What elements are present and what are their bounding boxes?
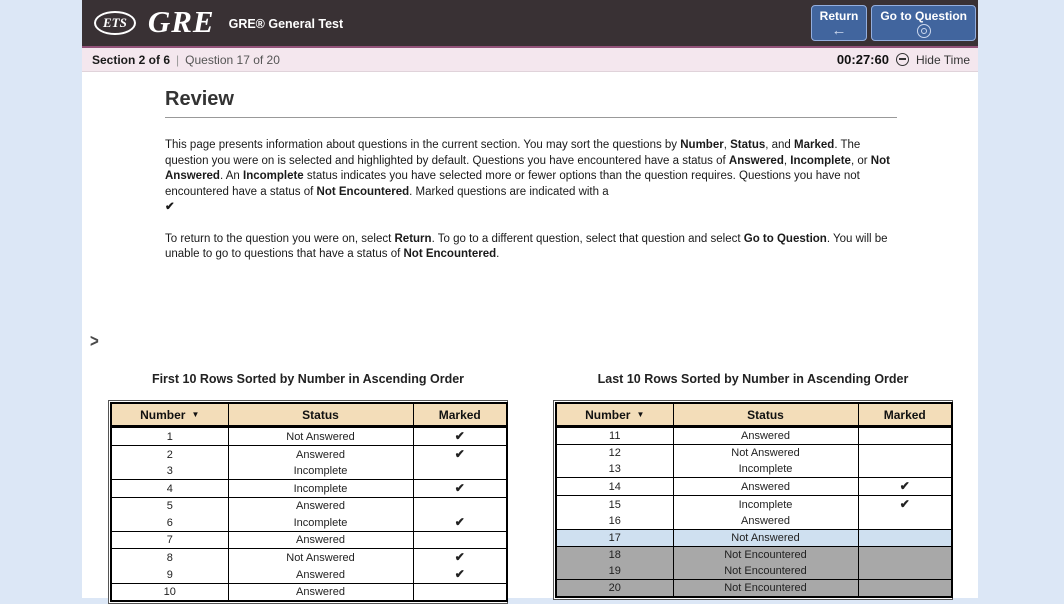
sort-arrow-icon: ▼ — [191, 409, 200, 419]
column-header-status[interactable]: Status — [673, 403, 858, 427]
marked-check-icon: ✔ — [899, 497, 910, 511]
test-window — [82, 0, 978, 598]
column-header-status[interactable]: Status — [228, 403, 413, 427]
cell-number: 19 — [556, 563, 673, 580]
cell-status: Not Answered — [673, 445, 858, 462]
cell-marked — [858, 496, 952, 514]
cell-marked — [413, 427, 507, 446]
cell-number: 17 — [556, 530, 673, 547]
page-title: Review — [165, 88, 234, 110]
cell-marked — [413, 480, 507, 498]
return-button-label: Return — [819, 9, 859, 23]
column-header-marked[interactable]: Marked — [858, 403, 952, 427]
cell-number: 15 — [608, 498, 621, 511]
cell-marked — [858, 547, 952, 564]
cell-number: 11 — [556, 427, 673, 445]
table-row[interactable] — [111, 446, 507, 464]
marked-check-icon: ✔ — [454, 481, 465, 495]
column-header-number[interactable]: Number ▼ — [111, 403, 228, 427]
marked-check-icon: ✔ — [899, 479, 910, 493]
table-row[interactable] — [556, 478, 952, 496]
table-row — [556, 547, 952, 564]
table-row[interactable] — [111, 584, 507, 602]
hide-time-icon[interactable] — [896, 53, 909, 66]
table-row[interactable] — [111, 532, 507, 549]
cell-number: 3 — [111, 463, 228, 480]
marked-check-icon: ✔ — [454, 567, 465, 581]
cell-number: 2 — [166, 448, 173, 461]
table-row — [556, 563, 952, 580]
cell-marked — [413, 498, 507, 515]
cell-number: 20 — [556, 580, 673, 598]
go-to-question-button[interactable] — [871, 5, 976, 41]
cell-number: 14 — [556, 478, 673, 496]
table-row[interactable] — [556, 445, 952, 462]
gre-logo: GRE — [147, 3, 215, 39]
marked-check-icon: ✔ — [454, 447, 465, 461]
cell-status: Incomplete — [673, 496, 858, 514]
cell-marked — [413, 532, 507, 549]
cell-status: Not Answered — [228, 549, 413, 567]
cell-marked — [413, 549, 507, 567]
table-row[interactable] — [556, 513, 952, 530]
cell-marked — [858, 563, 952, 580]
cell-number: 12 — [608, 447, 621, 459]
cell-status: Answered — [228, 532, 413, 549]
table-row[interactable] — [111, 463, 507, 480]
cell-marked — [858, 580, 952, 598]
instruction-paragraph: This page presents information about questions in the current section. You may sort the questions by Number, Status, and Marked. The question you were on is selected and highlighted by default. Questions you have encountered have a status of Answered, Incomplete, or Not Answered. An Incomplete status indicates you have selected more or fewer options than the question requires. Questions you have not encountered have a status of Not Encountered. Marked questions are indicated with a ✔ — [165, 139, 890, 213]
cell-status: Answered — [673, 513, 858, 530]
table-row[interactable] — [111, 480, 507, 498]
timer: 00:27:60 — [836, 52, 889, 67]
cell-marked — [413, 463, 507, 480]
marked-check-icon: ✔ — [454, 429, 465, 443]
sort-arrow-icon: ▼ — [636, 409, 645, 419]
cell-marked — [413, 566, 507, 584]
table-row[interactable] — [556, 530, 952, 547]
cell-marked — [413, 584, 507, 602]
cell-status: Answered — [673, 427, 858, 445]
go-to-question-button-label: Go to Question — [880, 9, 967, 23]
expand-panel-chevron-icon[interactable]: > — [90, 331, 99, 352]
cell-status: Incomplete — [673, 461, 858, 478]
cell-status: Incomplete — [228, 514, 413, 532]
cell-number: 13 — [556, 461, 673, 478]
cell-status: Answered — [673, 478, 858, 496]
return-button[interactable] — [811, 5, 868, 41]
table-row[interactable] — [111, 566, 507, 584]
cell-marked — [858, 478, 952, 496]
question-table-first — [108, 400, 508, 604]
hide-time-label[interactable]: Hide Time — [915, 52, 970, 67]
column-header-marked[interactable]: Marked — [413, 403, 507, 427]
cell-number: 1 — [111, 427, 228, 446]
ets-logo: ETS — [94, 11, 136, 35]
table-row[interactable] — [556, 496, 952, 514]
cell-status: Not Encountered — [673, 580, 858, 598]
cell-number: 10 — [163, 586, 176, 598]
cell-status: Answered — [228, 498, 413, 515]
cell-number: 5 — [166, 500, 173, 512]
table-row[interactable] — [556, 461, 952, 478]
table-row[interactable] — [111, 498, 507, 515]
cell-status: Not Answered — [228, 427, 413, 446]
cell-number: 8 — [166, 551, 173, 564]
title-underline — [165, 117, 897, 118]
cell-number: 9 — [111, 566, 228, 584]
cell-status: Not Encountered — [673, 563, 858, 580]
table-row[interactable] — [556, 427, 952, 445]
cell-number: 4 — [111, 480, 228, 498]
cell-status: Not Answered — [673, 530, 858, 547]
toolbar-buttons — [811, 5, 976, 41]
review-table — [555, 402, 953, 598]
instructions — [165, 138, 902, 279]
cell-status: Incomplete — [228, 480, 413, 498]
cell-marked — [858, 427, 952, 445]
cell-number: 18 — [556, 547, 673, 564]
question-table-last — [553, 400, 953, 600]
cell-marked — [858, 513, 952, 530]
table-row[interactable] — [111, 427, 507, 446]
table-row[interactable] — [111, 514, 507, 532]
cell-status: Answered — [228, 446, 413, 464]
cell-marked — [858, 445, 952, 462]
table-row[interactable] — [111, 549, 507, 567]
bullseye-icon — [917, 24, 931, 38]
cell-marked — [858, 461, 952, 478]
section-indicator: Section 2 of 6 — [92, 52, 171, 67]
cell-number: 7 — [111, 532, 228, 549]
table-title-1: Last 10 Rows Sorted by Number in Ascending Order — [597, 372, 909, 386]
marked-check-icon: ✔ — [454, 550, 465, 564]
cell-status: Incomplete — [228, 463, 413, 480]
cell-status: Answered — [228, 566, 413, 584]
review-table — [110, 402, 508, 602]
column-header-number[interactable]: Number ▼ — [556, 403, 673, 427]
cell-marked — [858, 530, 952, 547]
status-bar — [82, 48, 978, 72]
instruction-paragraph: To return to the question you were on, select Return. To go to a different question, select that question and select Go to Question. You will be unable to go to questions that have a status of Not Encountered. — [165, 232, 888, 260]
status-separator: | — [176, 52, 180, 67]
cell-number: 6 — [111, 514, 228, 532]
cell-status: Answered — [228, 584, 413, 602]
cell-marked — [413, 446, 507, 464]
table-row — [556, 580, 952, 598]
question-indicator: Question 17 of 20 — [185, 52, 280, 67]
top-bar — [82, 0, 978, 46]
cell-number: 16 — [556, 513, 673, 530]
cell-marked — [413, 514, 507, 532]
product-title: GRE® General Test — [228, 17, 344, 31]
left-arrow-icon: ← — [831, 22, 847, 39]
table-title-0: First 10 Rows Sorted by Number in Ascending Order — [151, 372, 465, 386]
cell-status: Not Encountered — [673, 547, 858, 564]
marked-check-icon: ✔ — [454, 515, 465, 529]
